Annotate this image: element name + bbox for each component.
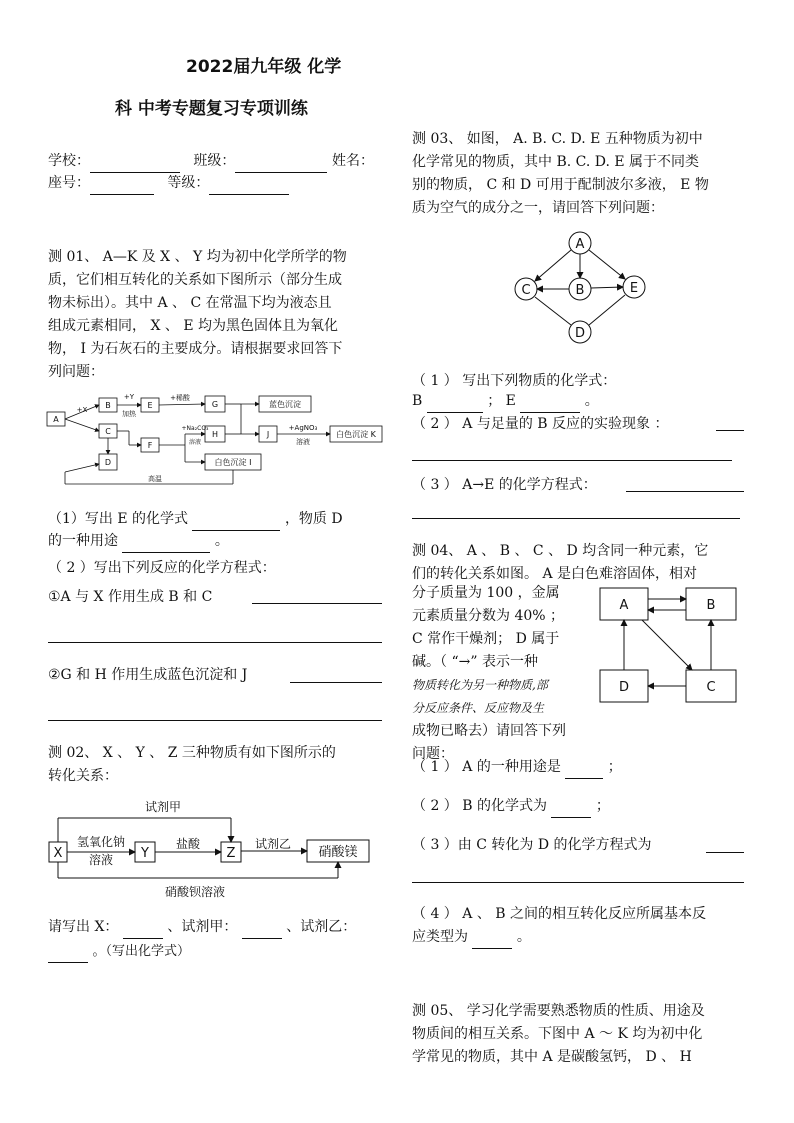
- q04-text-narrow: [412, 582, 566, 766]
- q02-line: 转化关系：: [48, 768, 118, 784]
- class-label: 班级：: [193, 153, 236, 169]
- q01-p2-1-blank[interactable]: [252, 603, 382, 604]
- grade-blank[interactable]: [209, 178, 289, 195]
- q04-line: 分子质量为 100 ，金属: [412, 585, 560, 601]
- q03-p2-blank[interactable]: [716, 430, 744, 431]
- q04-p1-end: ；: [607, 759, 622, 775]
- q03-p2: （ 2 ） A 与足量的 B 反应的实验现象 ：: [412, 416, 669, 432]
- q02-label-naoh1: 氢氧化钠: [76, 835, 126, 849]
- q01-d-use-blank[interactable]: [122, 536, 210, 553]
- q03-line: 别的物质， C 和 D 可用于配制波尔多液， E 物: [412, 177, 709, 193]
- q02-label-reagent-a: 试剂甲: [144, 800, 182, 814]
- q01-label-agno3: +AgNO₃: [288, 424, 318, 432]
- school-field: [48, 150, 327, 173]
- grade-label: 等级：: [167, 175, 210, 191]
- q01-line: 物， I 为石灰石的主要成分。请根据要求回答下: [48, 341, 343, 357]
- seat-label: 座号：: [48, 175, 90, 191]
- q04-p3-blank[interactable]: [706, 852, 744, 853]
- q01-line: 测 01、 A—K 及 X 、 Y 均为初中化学所学的物: [48, 249, 347, 265]
- q02-label-reagent-b: 试剂乙: [254, 837, 292, 851]
- school-blank[interactable]: [90, 156, 180, 173]
- q03-e-label: ； E: [487, 393, 516, 409]
- q03-p1: （ 1 ） 写出下列物质的化学式：: [412, 373, 617, 389]
- q04-line: 元素质量分数为 40% ；: [412, 608, 565, 624]
- q02-node-z: Z: [226, 846, 236, 861]
- q02-reagent-b-label: 、试剂乙：: [286, 919, 357, 935]
- q04-line: 测 04、 A 、 B 、 C 、 D 均含同一种元素，它: [412, 543, 709, 559]
- q04-p3: （ 3 ）由 C 转化为 D 的化学方程式为: [412, 837, 652, 853]
- q05-line: 测 05、 学习化学需要熟悉物质的性质、用途及: [412, 1003, 705, 1019]
- q03-node-e: E: [629, 281, 639, 296]
- q02-x-label: 请写出 X：: [48, 919, 119, 935]
- q01-label-acid: +稀酸: [170, 394, 190, 402]
- q04-line: 分反应条件、反应物及生: [412, 701, 545, 715]
- q03-p3-line[interactable]: [412, 518, 740, 519]
- q01-line: 列问题：: [48, 364, 104, 380]
- q01-node-e: E: [147, 401, 153, 410]
- q03-node-a: A: [575, 237, 585, 252]
- q04-diagram: [598, 586, 758, 704]
- q02-reagent-a-label: 、试剂甲：: [167, 919, 238, 935]
- q01-p2-1-line[interactable]: [48, 642, 382, 643]
- q01-diagram: [45, 388, 385, 490]
- name-label: 姓名：: [332, 153, 374, 169]
- q01-p2-2: ②G 和 H 作用生成蓝色沉淀和 J: [48, 667, 248, 683]
- seat-field: [48, 172, 289, 195]
- q04-p3-line[interactable]: [412, 882, 744, 883]
- q01-p2-2-blank[interactable]: [290, 682, 382, 683]
- q02-answer: [48, 916, 356, 939]
- q03-p1-end: 。: [584, 393, 599, 409]
- q01-node-d: D: [104, 458, 112, 467]
- q04-p2-blank[interactable]: [551, 801, 591, 818]
- school-label: 学校：: [48, 153, 90, 169]
- title-line2: 科 中考专题复习专项训练: [115, 99, 308, 119]
- q02-node-y: Y: [141, 846, 149, 861]
- q01-p1-use: [48, 530, 229, 553]
- q04-p2: [412, 795, 610, 818]
- q02-label-hcl: 盐酸: [175, 837, 201, 851]
- q01-p2: （ 2 ）写出下列反应的化学方程式：: [48, 560, 276, 576]
- q03-p2-line[interactable]: [412, 460, 732, 461]
- q01-label-y: +Y: [123, 393, 135, 401]
- q01-p2-2-line[interactable]: [48, 720, 382, 721]
- q03-b-label: B: [412, 393, 423, 409]
- q02-answer2: [48, 940, 190, 963]
- q02-text: [48, 742, 336, 788]
- q01-node-f: F: [147, 441, 153, 450]
- q04-node-c: C: [706, 680, 716, 695]
- q04-p4-label: 应类型为: [412, 929, 468, 945]
- q05-line: 学常见的物质，其中 A 是碳酸氢钙， D 、 H: [412, 1049, 692, 1065]
- title-line1: 2022届九年级 化学: [186, 57, 342, 77]
- q01-node-j: J: [266, 430, 270, 439]
- q01-node-c: C: [105, 427, 111, 436]
- q01-line: 物未标出）。其中 A 、 C 在常温下均为液态且: [48, 295, 332, 311]
- q04-p1-blank[interactable]: [565, 762, 603, 779]
- q01-node-blue: 蓝色沉淀: [269, 400, 301, 409]
- q01-label-hightemp: 高温: [148, 475, 162, 483]
- q02-line: 测 02、 X 、 Y 、 Z 三种物质有如下图所示的: [48, 745, 336, 761]
- q04-node-b: B: [706, 598, 716, 613]
- q03-node-c: C: [521, 283, 531, 298]
- q04-text-wide: [412, 540, 708, 586]
- q04-node-a: A: [619, 598, 629, 613]
- q03-p3-blank[interactable]: [626, 491, 744, 492]
- q03-line: 测 03、 如图， A. B. C. D. E 五种物质为初中: [412, 131, 703, 147]
- q01-node-h: H: [211, 430, 219, 439]
- q01-p1-label2: ，物质 D: [284, 511, 343, 527]
- q04-p2-label: （ 2 ） B 的化学式为: [412, 798, 547, 814]
- q01-text: [48, 246, 347, 384]
- q01-label-solution: 溶液: [188, 439, 202, 446]
- q04-p1: [412, 756, 622, 779]
- q01-p1: [48, 508, 343, 531]
- q03-p3: （ 3 ） A→E 的化学方程式：: [412, 477, 597, 493]
- q02-reagent-b-blank[interactable]: [48, 946, 88, 963]
- q04-line: 成物已略去）请回答下列: [412, 723, 566, 739]
- q01-node-a: A: [53, 415, 59, 424]
- q04-line: C 常作干燥剂； D 属于: [412, 631, 560, 647]
- q01-label-solution2: 溶液: [296, 438, 310, 446]
- q04-line: 问题：: [412, 746, 454, 762]
- q01-p1-end: 。: [214, 533, 229, 549]
- q02-label-bano3: 硝酸钡溶液: [164, 885, 226, 899]
- q03-line: 质为空气的成分之一，请回答下列问题：: [412, 200, 664, 216]
- q01-p1-label: （1）写出 E 的化学式: [48, 511, 189, 527]
- q01-label-heat: 加热: [122, 410, 136, 418]
- q04-p4-blank[interactable]: [472, 932, 512, 949]
- q05-text: [412, 1000, 705, 1069]
- q02-node-product: 硝酸镁: [318, 845, 358, 860]
- q03-b-blank[interactable]: [427, 396, 483, 413]
- q02-note: 。（写出化学式）: [92, 944, 190, 959]
- q01-node-b: B: [105, 401, 111, 410]
- q03-node-b: B: [575, 283, 585, 298]
- q01-e-formula-blank[interactable]: [192, 514, 280, 531]
- q04-p2-end: ；: [595, 798, 610, 814]
- q04-line: 碱。（ “→” 表示一种: [412, 654, 538, 670]
- q04-node-d: D: [618, 680, 630, 695]
- q01-node-i: 白色沉淀 I: [214, 458, 252, 467]
- q01-p1-use-label: 的一种用途: [48, 533, 118, 549]
- q04-p1-label: （ 1 ） A 的一种用途是: [412, 759, 561, 775]
- q03-p1-answers: [412, 390, 599, 413]
- q04-p4b: [412, 926, 531, 949]
- q03-diagram: [508, 228, 658, 348]
- q04-line: 物质转化为另一种物质,部: [412, 678, 548, 692]
- q01-node-g: G: [211, 400, 219, 409]
- q04-p4a: （ 4 ） A 、 B 之间的相互转化反应所属基本反: [412, 906, 707, 922]
- q01-node-k: 白色沉淀 K: [336, 430, 376, 439]
- q05-line: 物质间的相互关系。下图中 A ～ K 均为初中化: [412, 1026, 703, 1042]
- q01-line: 组成元素相同， X 、 E 均为黑色固体且为氧化: [48, 318, 338, 334]
- q04-p4-end: 。: [516, 929, 531, 945]
- q01-label-x: +X: [76, 406, 88, 414]
- q01-p2-1: ①A 与 X 作用生成 B 和 C: [48, 589, 213, 605]
- q02-x-blank[interactable]: [123, 922, 163, 939]
- q03-text: [412, 128, 709, 220]
- q02-label-naoh2: 溶液: [88, 853, 114, 867]
- seat-blank[interactable]: [90, 178, 154, 195]
- q04-line: 们的转化关系如图。 A 是白色难溶固体，相对: [412, 566, 698, 582]
- q03-node-d: D: [574, 326, 586, 341]
- q02-reagent-a-blank[interactable]: [242, 922, 282, 939]
- q03-line: 化学常见的物质，其中 B. C. D. E 属于不同类: [412, 154, 700, 170]
- class-blank[interactable]: [235, 156, 327, 173]
- q03-e-blank[interactable]: [520, 396, 580, 413]
- q01-line: 质，它们相互转化的关系如下图所示（部分生成: [48, 272, 342, 288]
- q02-diagram: [45, 798, 385, 902]
- q01-label-na2co3: +Na₂CO₃: [181, 425, 209, 432]
- q02-node-x: X: [53, 846, 63, 861]
